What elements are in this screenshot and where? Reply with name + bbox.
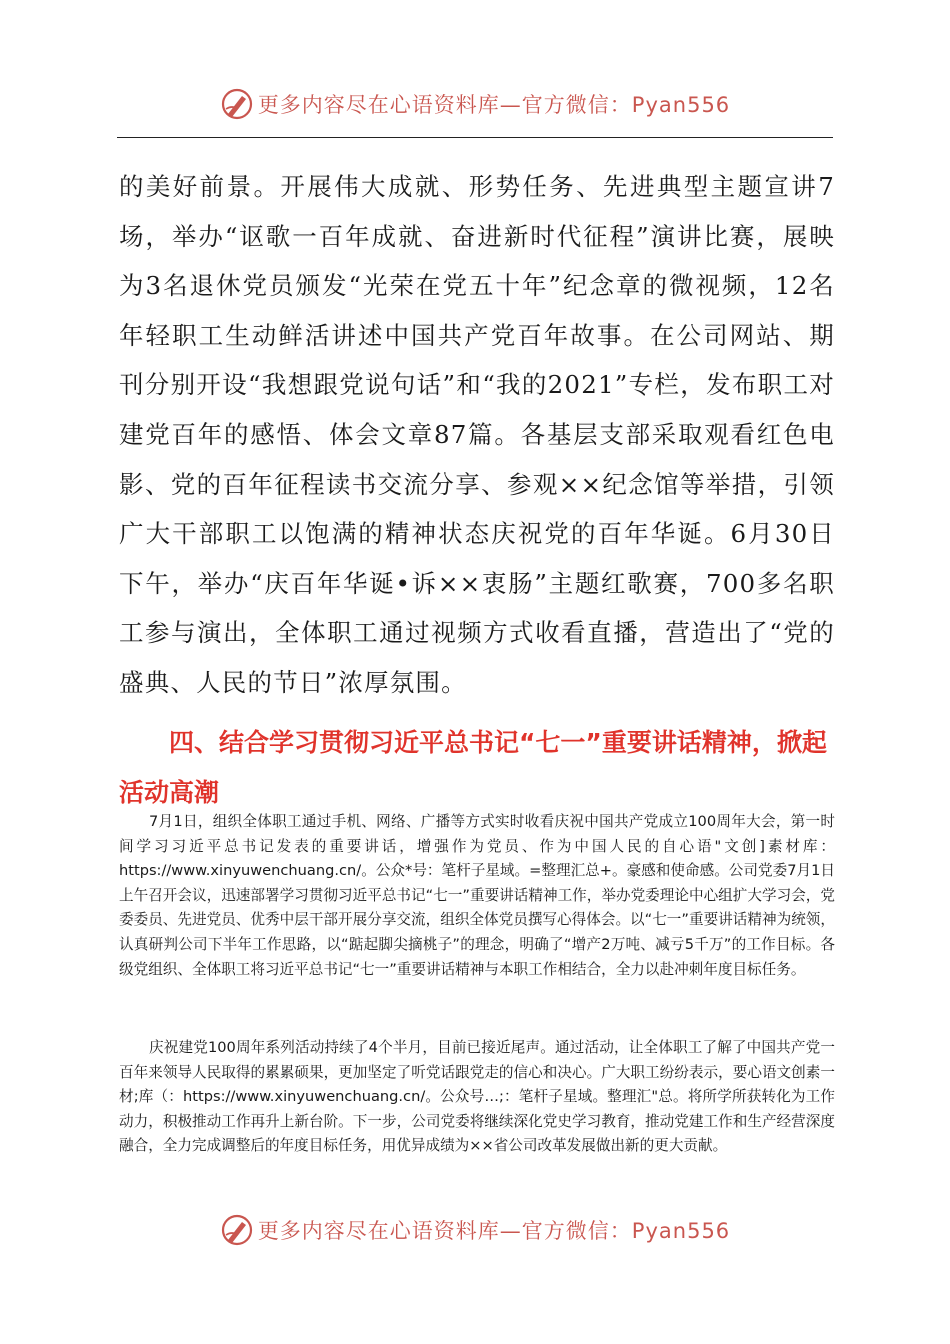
header-banner xyxy=(0,84,950,124)
section-heading: 四、结合学习贯彻习近平总书记“七一”重要讲话精神，掀起活动高潮 xyxy=(119,728,827,807)
body-paragraph: 的美好前景。开展伟大成就、形势任务、先进典型主题宣讲7场，举办“讴歌一百年成就、奋进新时代征程”演讲比赛，展映为3名退休党员颁发“光荣在党五十年”纪念章的微视频，12名年轻职工生动鲜活讲述中国共产党百年故事。在公司网站、期刊分别开设“我想跟党说句话”和“我的2021”专栏，发布职工对建党百年的感悟、体会文章87篇。各基层支部采取观看红色电影、党的百年征程读书交流分享、参观××纪念馆等举措，引领广大干部职工以饱满的精神状态庆祝党的百年华诞。6月30日下午，举办“庆百年华诞•诉××衷肠”主题红歌赛，700多名职工参与演出，全体职工通过视频方式收看直播，营造出了“党的盛典、人民的节日”浓厚氛围。 xyxy=(119,172,835,697)
small-paragraph-1: 7月1日，组织全体职工通过手机、网络、广播等方式实时收看庆祝中国共产党成立100周年大会，第一时间学习习近平总书记发表的重要讲话，增强作为党员、作为中国人民的自心语"文创]素材库：https://www.xinyuwenchuang.cn/。公众*号：笔杆子星域。=整理汇总+。豪感和使命感。公司党委7月1日上午召开会议，迅速部署学习贯彻习近平总书记“七一”重要讲话精神工作，举办党委理论中心组扩大学习会，党委委员、先进党员、优秀中层干部开展分享交流，组织全体党员撰写心得体会。以“七一”重要讲话精神为统领，认真研判公司下半年工作思路，以“踮起脚尖摘桃子”的理念，明确了“增产2万吨、减亏5千万”的工作目标。各级党组织、全体职工将习近平总书记“七一”重要讲话精神与本职工作相结合，全力以赴冲刺年度目标任务。 xyxy=(119,813,835,978)
pen-logo-icon xyxy=(220,87,254,121)
header-divider xyxy=(117,137,833,138)
header-banner-text: 更多内容尽在心语资料库—官方微信：Pyan556 xyxy=(257,93,731,117)
small-paragraph-2: 庆祝建党100周年系列活动持续了4个半月，目前已接近尾声。通过活动，让全体职工了解了中国共产党一百年来领导人民取得的累累硕果，更加坚定了听党话跟党走的信心和决心。广大职工纷纷表示，要心语文创素一材;库（：https://www.xinyuwenchuang.cn/。公众号…;：笔杆子星域。整理汇"总。将所学所获转化为工作动力，积极推动工作再升上新台阶。下一步，公司党委将继续深化党史学习教育，推动党建工作和生产经营深度融合，全力完成调整后的年度目标任务，用优异成绩为××省公司改革发展做出新的更大贡献。 xyxy=(119,1039,835,1155)
pen-logo-icon xyxy=(220,1213,254,1247)
footer-banner xyxy=(0,1210,950,1250)
footer-banner-text: 更多内容尽在心语资料库—官方微信：Pyan556 xyxy=(257,1219,731,1243)
